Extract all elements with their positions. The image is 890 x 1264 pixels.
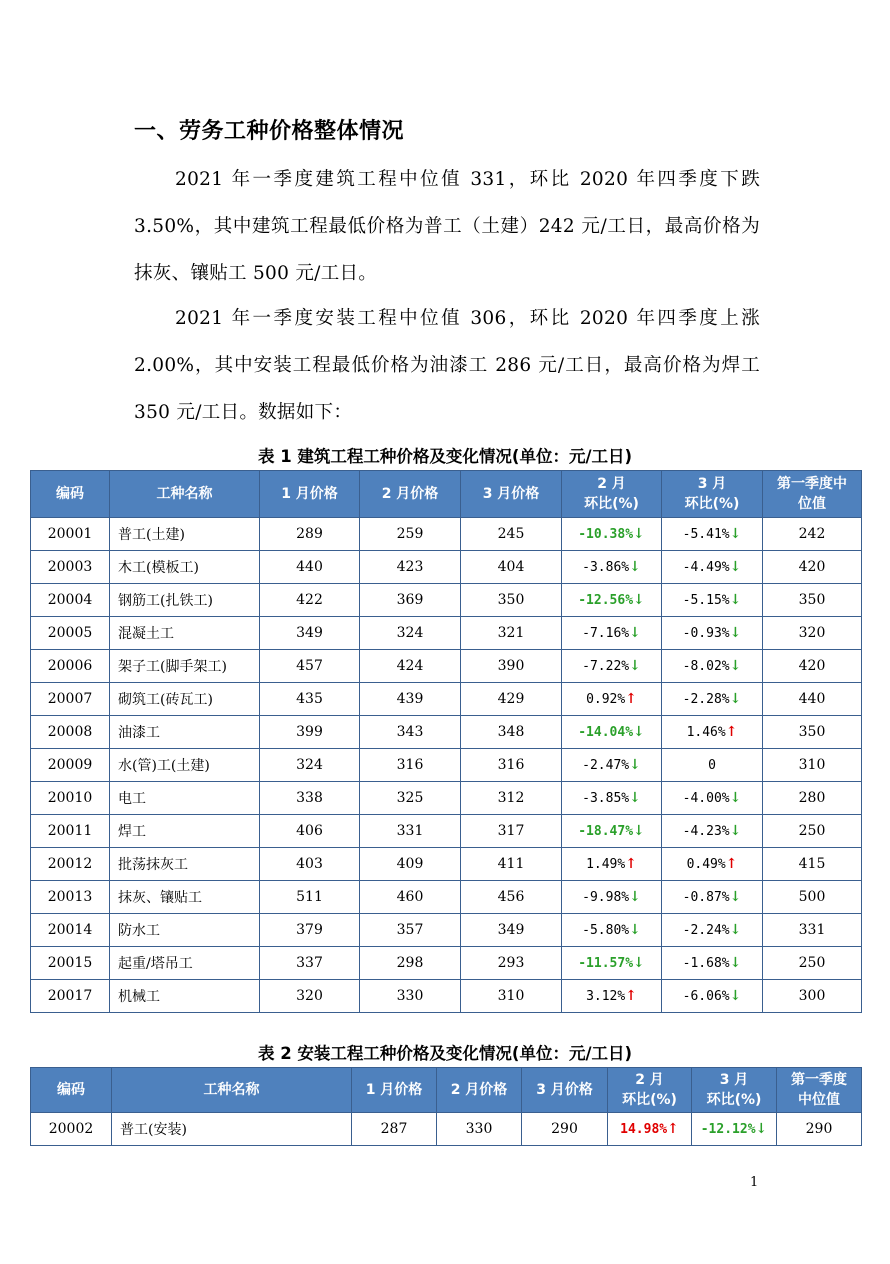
cell-mar-change bbox=[662, 914, 763, 947]
cell-mar-price: 293 bbox=[461, 947, 562, 980]
arrow-down-icon: ↓ bbox=[729, 559, 742, 575]
cell-mar-change bbox=[662, 815, 763, 848]
arrow-down-icon: ↓ bbox=[633, 526, 645, 542]
cell-feb-change bbox=[562, 848, 662, 881]
cell-feb-change bbox=[562, 617, 662, 650]
arrow-down-icon: ↓ bbox=[729, 658, 742, 674]
feb-change-value: -11.57% bbox=[578, 956, 634, 971]
cell-name: 混凝土工 bbox=[110, 617, 260, 650]
feb-change-value: -7.16% bbox=[582, 626, 630, 641]
cell-feb-change bbox=[562, 914, 662, 947]
feb-change-value: 3.12% bbox=[586, 989, 626, 1004]
construction-price-table bbox=[30, 470, 862, 1013]
cell-mar-change bbox=[662, 980, 763, 1013]
cell-feb-change bbox=[562, 650, 662, 683]
cell-median: 280 bbox=[763, 782, 862, 815]
table-row bbox=[31, 980, 862, 1013]
cell-feb-change bbox=[562, 881, 662, 914]
table-row bbox=[31, 1113, 862, 1146]
cell-mar-price: 390 bbox=[461, 650, 562, 683]
cell-feb-price: 259 bbox=[360, 518, 461, 551]
table1-header-row bbox=[31, 471, 862, 518]
cell-feb-price: 330 bbox=[437, 1113, 522, 1146]
cell-median: 310 bbox=[763, 749, 862, 782]
cell-name: 钢筋工(扎铁工) bbox=[110, 584, 260, 617]
cell-feb-price: 330 bbox=[360, 980, 461, 1013]
header-jan: 1 月价格 bbox=[260, 471, 360, 518]
cell-feb-change bbox=[562, 551, 662, 584]
arrow-down-icon: ↓ bbox=[729, 691, 742, 707]
header-feb: 2 月价格 bbox=[360, 471, 461, 518]
mar-change-value: 1.46% bbox=[686, 725, 726, 740]
arrow-down-icon: ↓ bbox=[729, 625, 742, 641]
table-row bbox=[31, 584, 862, 617]
arrow-up-icon: ↑ bbox=[625, 691, 637, 707]
cell-mar-change bbox=[662, 749, 763, 782]
header-mar-change: 3 月 环比(%) bbox=[662, 471, 763, 518]
cell-feb-price: 316 bbox=[360, 749, 461, 782]
cell-code: 20013 bbox=[31, 881, 110, 914]
table-row bbox=[31, 551, 862, 584]
arrow-down-icon: ↓ bbox=[633, 823, 645, 839]
cell-median: 290 bbox=[777, 1113, 862, 1146]
arrow-down-icon: ↓ bbox=[633, 592, 645, 608]
table-row bbox=[31, 815, 862, 848]
cell-jan-price: 338 bbox=[260, 782, 360, 815]
mar-change-value: -4.00% bbox=[682, 791, 730, 806]
table-row bbox=[31, 947, 862, 980]
mar-change-value: -4.23% bbox=[682, 824, 730, 839]
cell-jan-price: 379 bbox=[260, 914, 360, 947]
cell-mar-change bbox=[662, 584, 763, 617]
cell-feb-change bbox=[562, 584, 662, 617]
arrow-down-icon: ↓ bbox=[729, 955, 742, 971]
mar-change-value: -6.06% bbox=[682, 989, 730, 1004]
arrow-down-icon: ↓ bbox=[629, 889, 641, 905]
cell-name: 批荡抹灰工 bbox=[110, 848, 260, 881]
arrow-down-icon: ↓ bbox=[729, 526, 742, 542]
cell-jan-price: 511 bbox=[260, 881, 360, 914]
cell-median: 331 bbox=[763, 914, 862, 947]
cell-name: 机械工 bbox=[110, 980, 260, 1013]
cell-median: 350 bbox=[763, 716, 862, 749]
cell-mar-change bbox=[662, 650, 763, 683]
cell-mar-price: 411 bbox=[461, 848, 562, 881]
arrow-down-icon: ↓ bbox=[629, 790, 641, 806]
arrow-up-icon: ↑ bbox=[725, 724, 738, 740]
cell-mar-change bbox=[662, 947, 763, 980]
installation-price-table bbox=[30, 1067, 862, 1146]
cell-code: 20002 bbox=[31, 1113, 112, 1146]
cell-feb-price: 331 bbox=[360, 815, 461, 848]
cell-mar-change bbox=[692, 1113, 777, 1146]
arrow-down-icon: ↓ bbox=[729, 790, 742, 806]
feb-change-value: -9.98% bbox=[582, 890, 630, 905]
cell-mar-change bbox=[662, 881, 763, 914]
cell-median: 320 bbox=[763, 617, 862, 650]
cell-feb-price: 369 bbox=[360, 584, 461, 617]
cell-name: 油漆工 bbox=[110, 716, 260, 749]
feb-change-value: 1.49% bbox=[586, 857, 626, 872]
cell-mar-price: 404 bbox=[461, 551, 562, 584]
cell-median: 350 bbox=[763, 584, 862, 617]
cell-code: 20007 bbox=[31, 683, 110, 716]
cell-feb-change bbox=[562, 782, 662, 815]
cell-feb-change bbox=[562, 815, 662, 848]
arrow-down-icon: ↓ bbox=[633, 724, 645, 740]
page-number: 1 bbox=[750, 1175, 759, 1190]
cell-jan-price: 457 bbox=[260, 650, 360, 683]
cell-name: 普工(土建) bbox=[110, 518, 260, 551]
cell-name: 水(管)工(土建) bbox=[110, 749, 260, 782]
feb-change-value: -2.47% bbox=[582, 758, 630, 773]
cell-code: 20004 bbox=[31, 584, 110, 617]
table-row bbox=[31, 749, 862, 782]
mar-change-value: -1.68% bbox=[682, 956, 730, 971]
cell-jan-price: 337 bbox=[260, 947, 360, 980]
feb-change-value: -7.22% bbox=[582, 659, 630, 674]
cell-jan-price: 403 bbox=[260, 848, 360, 881]
cell-feb-price: 324 bbox=[360, 617, 461, 650]
cell-feb-change bbox=[562, 980, 662, 1013]
cell-mar-price: 348 bbox=[461, 716, 562, 749]
header-median: 第一季度 中位值 bbox=[777, 1068, 862, 1113]
mar-change-value: 0 bbox=[708, 758, 716, 773]
cell-median: 420 bbox=[763, 551, 862, 584]
cell-mar-price: 310 bbox=[461, 980, 562, 1013]
arrow-up-icon: ↑ bbox=[725, 856, 738, 872]
cell-median: 415 bbox=[763, 848, 862, 881]
table-row bbox=[31, 683, 862, 716]
feb-change-value: -10.38% bbox=[578, 527, 634, 542]
mar-change-value: -0.87% bbox=[682, 890, 730, 905]
arrow-up-icon: ↑ bbox=[625, 988, 637, 1004]
cell-name: 抹灰、镶贴工 bbox=[110, 881, 260, 914]
feb-change-value: -14.04% bbox=[578, 725, 634, 740]
cell-code: 20011 bbox=[31, 815, 110, 848]
cell-mar-price: 350 bbox=[461, 584, 562, 617]
mar-change-value: -5.15% bbox=[682, 593, 730, 608]
cell-feb-price: 325 bbox=[360, 782, 461, 815]
cell-feb-price: 357 bbox=[360, 914, 461, 947]
arrow-down-icon: ↓ bbox=[633, 955, 645, 971]
arrow-down-icon: ↓ bbox=[629, 922, 641, 938]
mar-change-value: -12.12% bbox=[700, 1122, 756, 1137]
cell-jan-price: 440 bbox=[260, 551, 360, 584]
mar-change-value: -8.02% bbox=[682, 659, 730, 674]
arrow-down-icon: ↓ bbox=[629, 658, 641, 674]
table-row bbox=[31, 914, 862, 947]
table-row bbox=[31, 881, 862, 914]
cell-code: 20012 bbox=[31, 848, 110, 881]
cell-median: 250 bbox=[763, 947, 862, 980]
cell-mar-price: 316 bbox=[461, 749, 562, 782]
mar-change-value: -2.28% bbox=[682, 692, 730, 707]
cell-mar-price: 290 bbox=[522, 1113, 608, 1146]
cell-jan-price: 324 bbox=[260, 749, 360, 782]
cell-name: 架子工(脚手架工) bbox=[110, 650, 260, 683]
paragraph-construction: 2021 年一季度建筑工程中位值 331，环比 2020 年四季度下跌 3.50%，其中建筑工程最低价格为普工（土建）242 元/工日，最高价格为抹灰、镶贴工 500 元/工日。 bbox=[134, 169, 760, 284]
cell-code: 20010 bbox=[31, 782, 110, 815]
table-row bbox=[31, 650, 862, 683]
mar-change-value: -0.93% bbox=[682, 626, 730, 641]
mar-change-value: -4.49% bbox=[682, 560, 730, 575]
cell-jan-price: 399 bbox=[260, 716, 360, 749]
header-feb-change: 2 月 环比(%) bbox=[562, 471, 662, 518]
cell-feb-price: 423 bbox=[360, 551, 461, 584]
cell-mar-price: 312 bbox=[461, 782, 562, 815]
cell-median: 500 bbox=[763, 881, 862, 914]
cell-mar-change bbox=[662, 683, 763, 716]
cell-median: 250 bbox=[763, 815, 862, 848]
header-jan: 1 月价格 bbox=[352, 1068, 437, 1113]
cell-mar-change bbox=[662, 848, 763, 881]
cell-jan-price: 287 bbox=[352, 1113, 437, 1146]
header-mar: 3 月价格 bbox=[522, 1068, 608, 1113]
cell-feb-change bbox=[608, 1113, 692, 1146]
cell-feb-price: 298 bbox=[360, 947, 461, 980]
arrow-down-icon: ↓ bbox=[729, 889, 742, 905]
feb-change-value: 0.92% bbox=[586, 692, 626, 707]
cell-mar-change bbox=[662, 551, 763, 584]
header-mar-change: 3 月 环比(%) bbox=[692, 1068, 777, 1113]
cell-feb-price: 439 bbox=[360, 683, 461, 716]
cell-code: 20015 bbox=[31, 947, 110, 980]
cell-name: 电工 bbox=[110, 782, 260, 815]
feb-change-value: -12.56% bbox=[578, 593, 634, 608]
cell-mar-price: 317 bbox=[461, 815, 562, 848]
header-median: 第一季度中 位值 bbox=[763, 471, 862, 518]
cell-mar-price: 456 bbox=[461, 881, 562, 914]
arrow-down-icon: ↓ bbox=[729, 988, 742, 1004]
arrow-down-icon: ↓ bbox=[629, 559, 641, 575]
mar-change-value: -2.24% bbox=[682, 923, 730, 938]
cell-jan-price: 289 bbox=[260, 518, 360, 551]
cell-code: 20001 bbox=[31, 518, 110, 551]
cell-name: 起重/塔吊工 bbox=[110, 947, 260, 980]
paragraph-installation: 2021 年一季度安装工程中位值 306，环比 2020 年四季度上涨 2.00%，其中安装工程最低价格为油漆工 286 元/工日，最高价格为焊工 350 元/工日。数据如下： bbox=[134, 308, 760, 423]
arrow-down-icon: ↓ bbox=[729, 592, 742, 608]
arrow-down-icon: ↓ bbox=[629, 757, 641, 773]
cell-jan-price: 320 bbox=[260, 980, 360, 1013]
arrow-up-icon: ↑ bbox=[667, 1121, 679, 1137]
cell-name: 木工(模板工) bbox=[110, 551, 260, 584]
cell-feb-change bbox=[562, 947, 662, 980]
cell-code: 20009 bbox=[31, 749, 110, 782]
cell-mar-price: 245 bbox=[461, 518, 562, 551]
arrow-down-icon: ↓ bbox=[629, 625, 641, 641]
feb-change-value: -3.86% bbox=[582, 560, 630, 575]
arrow-down-icon: ↓ bbox=[729, 922, 742, 938]
cell-mar-price: 349 bbox=[461, 914, 562, 947]
cell-name: 防水工 bbox=[110, 914, 260, 947]
cell-mar-change bbox=[662, 782, 763, 815]
header-code: 编码 bbox=[31, 1068, 112, 1113]
cell-median: 300 bbox=[763, 980, 862, 1013]
cell-mar-price: 321 bbox=[461, 617, 562, 650]
arrow-down-icon: ↓ bbox=[729, 823, 742, 839]
cell-feb-price: 343 bbox=[360, 716, 461, 749]
feb-change-value: -5.80% bbox=[582, 923, 630, 938]
cell-feb-change bbox=[562, 518, 662, 551]
cell-code: 20003 bbox=[31, 551, 110, 584]
header-code: 编码 bbox=[31, 471, 110, 518]
table1-caption: 表 1 建筑工程工种价格及变化情况(单位：元/工日) bbox=[257, 447, 633, 466]
cell-name: 焊工 bbox=[110, 815, 260, 848]
cell-name: 普工(安装) bbox=[112, 1113, 352, 1146]
cell-code: 20005 bbox=[31, 617, 110, 650]
cell-code: 20014 bbox=[31, 914, 110, 947]
header-name: 工种名称 bbox=[110, 471, 260, 518]
mar-change-value: 0.49% bbox=[686, 857, 726, 872]
cell-name: 砌筑工(砖瓦工) bbox=[110, 683, 260, 716]
cell-jan-price: 435 bbox=[260, 683, 360, 716]
cell-code: 20008 bbox=[31, 716, 110, 749]
section-heading: 一、劳务工种价格整体情况 bbox=[134, 119, 405, 144]
cell-feb-change bbox=[562, 749, 662, 782]
cell-feb-change bbox=[562, 683, 662, 716]
feb-change-value: 14.98% bbox=[620, 1122, 668, 1137]
header-mar: 3 月价格 bbox=[461, 471, 562, 518]
mar-change-value: -5.41% bbox=[682, 527, 730, 542]
cell-jan-price: 406 bbox=[260, 815, 360, 848]
table2-caption: 表 2 安装工程工种价格及变化情况(单位：元/工日) bbox=[257, 1044, 633, 1063]
header-feb-change: 2 月 环比(%) bbox=[608, 1068, 692, 1113]
table-row bbox=[31, 782, 862, 815]
feb-change-value: -18.47% bbox=[578, 824, 634, 839]
header-name: 工种名称 bbox=[112, 1068, 352, 1113]
table-row bbox=[31, 716, 862, 749]
arrow-down-icon: ↓ bbox=[755, 1121, 768, 1137]
cell-feb-price: 424 bbox=[360, 650, 461, 683]
cell-mar-price: 429 bbox=[461, 683, 562, 716]
header-feb: 2 月价格 bbox=[437, 1068, 522, 1113]
cell-mar-change bbox=[662, 716, 763, 749]
cell-median: 420 bbox=[763, 650, 862, 683]
cell-feb-price: 409 bbox=[360, 848, 461, 881]
cell-mar-change bbox=[662, 617, 763, 650]
cell-median: 440 bbox=[763, 683, 862, 716]
table-row bbox=[31, 848, 862, 881]
cell-jan-price: 422 bbox=[260, 584, 360, 617]
cell-mar-change bbox=[662, 518, 763, 551]
table2-header-row bbox=[31, 1068, 862, 1113]
cell-feb-price: 460 bbox=[360, 881, 461, 914]
table-row bbox=[31, 617, 862, 650]
cell-code: 20017 bbox=[31, 980, 110, 1013]
cell-median: 242 bbox=[763, 518, 862, 551]
feb-change-value: -3.85% bbox=[582, 791, 630, 806]
arrow-up-icon: ↑ bbox=[625, 856, 637, 872]
cell-jan-price: 349 bbox=[260, 617, 360, 650]
table-row bbox=[31, 518, 862, 551]
cell-code: 20006 bbox=[31, 650, 110, 683]
cell-feb-change bbox=[562, 716, 662, 749]
